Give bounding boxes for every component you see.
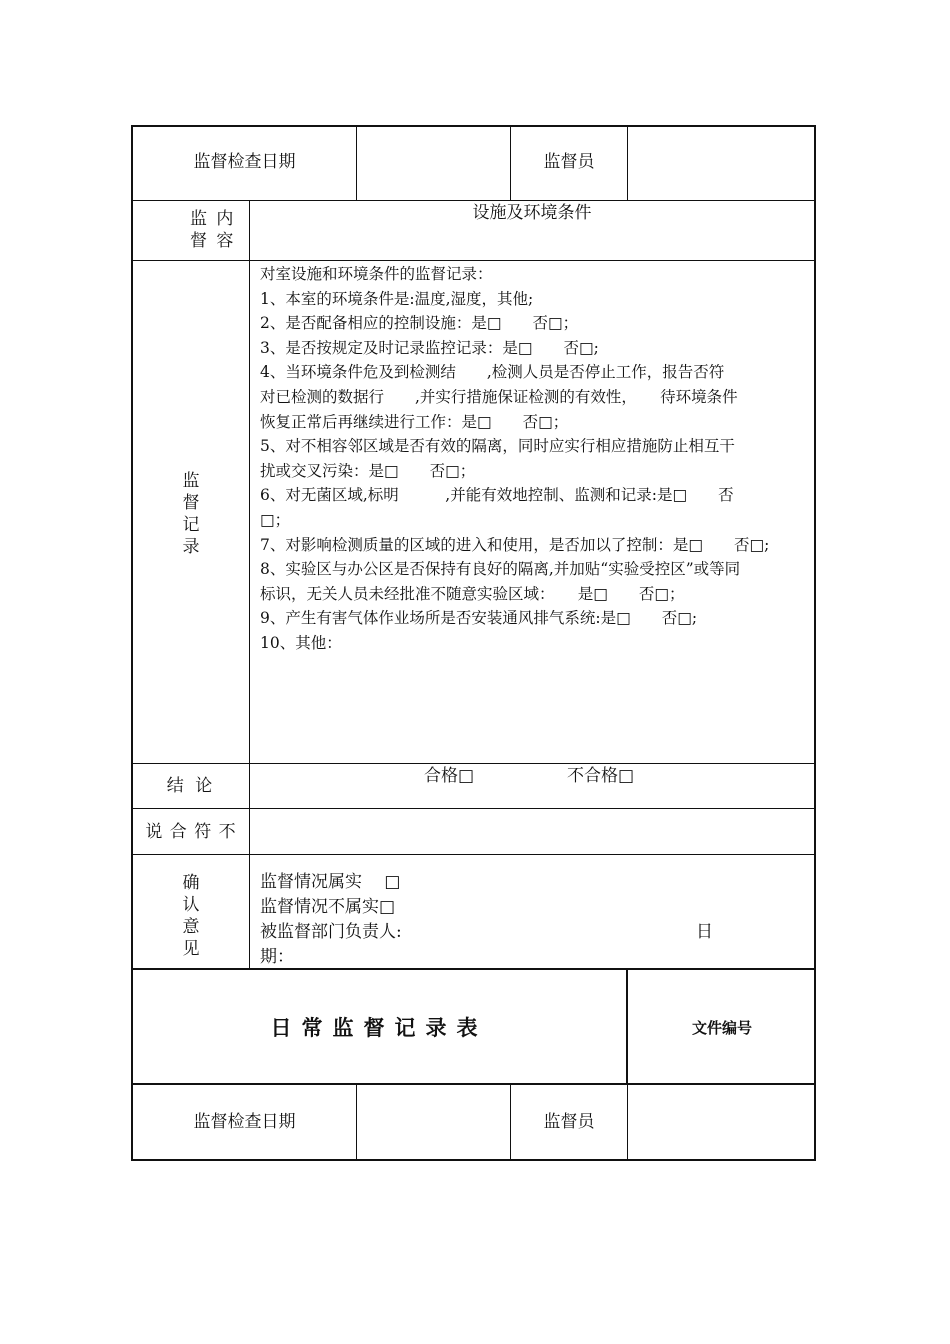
rule <box>131 968 816 970</box>
nonconform-label: 说 合 符 不 <box>145 822 237 842</box>
record-line: 2、是否配备相应的控制设施：是□ 否□； <box>260 314 579 333</box>
record-line: 对已检测的数据行 ,并实行措施保证检测的有效性， 待环境条件 <box>260 387 738 406</box>
content-label <box>190 208 240 252</box>
rule <box>627 1083 628 1161</box>
record-line: 标识，无关人员未经批准不随意实验区域： 是□ 否□； <box>260 584 685 603</box>
record-line: 9、产生有害气体作业场所是否安装通风排气系统:是□ 否□; <box>260 609 698 628</box>
content-value: 设施及环境条件 <box>472 203 592 223</box>
record-line: 1、本室的环境条件是:温度,湿度，其他; <box>260 289 534 308</box>
record-line: 8、实验区与办公区是否保持有良好的隔离,并加贴“实验受控区”或等同 <box>260 560 741 579</box>
pass-checkbox[interactable]: 合格□ <box>424 766 475 786</box>
supervisor-label-bottom: 监督员 <box>543 1112 595 1132</box>
dept-head-label: 被监督部门负责人: <box>260 922 402 942</box>
record-label: 监督记录 <box>182 471 200 557</box>
confirm-true-option[interactable]: 监督情况属实 □ <box>260 872 401 892</box>
form-title: 日常监督记录表 <box>270 1016 488 1040</box>
record-line: 3、是否按规定及时记录监控记录：是□ 否□; <box>260 338 599 357</box>
inspection-date-label-bottom: 监督检查日期 <box>193 1112 296 1132</box>
date-char: 日 <box>696 922 713 942</box>
record-line: 4、当环境条件危及到检测结 ,检测人员是否停止工作，报告否符 <box>260 363 725 382</box>
rule <box>249 200 250 968</box>
rule <box>356 1083 357 1161</box>
record-line: 扰或交叉污染：是□ 否□； <box>260 461 476 480</box>
record-line: 5、对不相容邻区域是否有效的隔离，同时应实行相应措施防止相互干 <box>260 437 735 456</box>
record-line: 6、对无菌区域,标明 ,并能有效地控制、监测和记录:是□ 否 <box>260 486 734 505</box>
supervisor-label: 监督员 <box>543 152 595 172</box>
file-number-label: 文件编号 <box>691 1019 752 1037</box>
record-line: 对室设施和环境条件的监督记录： <box>260 265 493 283</box>
inspection-date-label: 监督检查日期 <box>193 152 296 172</box>
record-line: 7、对影响检测质量的区域的进入和使用，是否加以了控制：是□ 否□; <box>260 535 770 554</box>
rule <box>626 968 628 1083</box>
rule <box>131 854 816 855</box>
record-lines <box>260 262 810 656</box>
record-line: 10、其他： <box>260 633 342 652</box>
content-label-text: 监 内 督 容 <box>190 209 236 251</box>
fail-checkbox[interactable]: 不合格□ <box>567 766 635 786</box>
rule <box>131 1083 816 1085</box>
confirm-false-option[interactable]: 监督情况不属实□ <box>260 897 396 917</box>
rule <box>627 125 628 200</box>
date-label: 期： <box>260 947 294 967</box>
rule <box>131 808 816 809</box>
rule <box>356 125 357 200</box>
record-line: □； <box>260 510 291 529</box>
confirm-label: 确认意见 <box>182 873 200 959</box>
rule <box>131 260 816 261</box>
conclusion-label: 结 论 <box>166 776 216 796</box>
record-line: 恢复正常后再继续进行工作：是□ 否□； <box>260 412 569 431</box>
